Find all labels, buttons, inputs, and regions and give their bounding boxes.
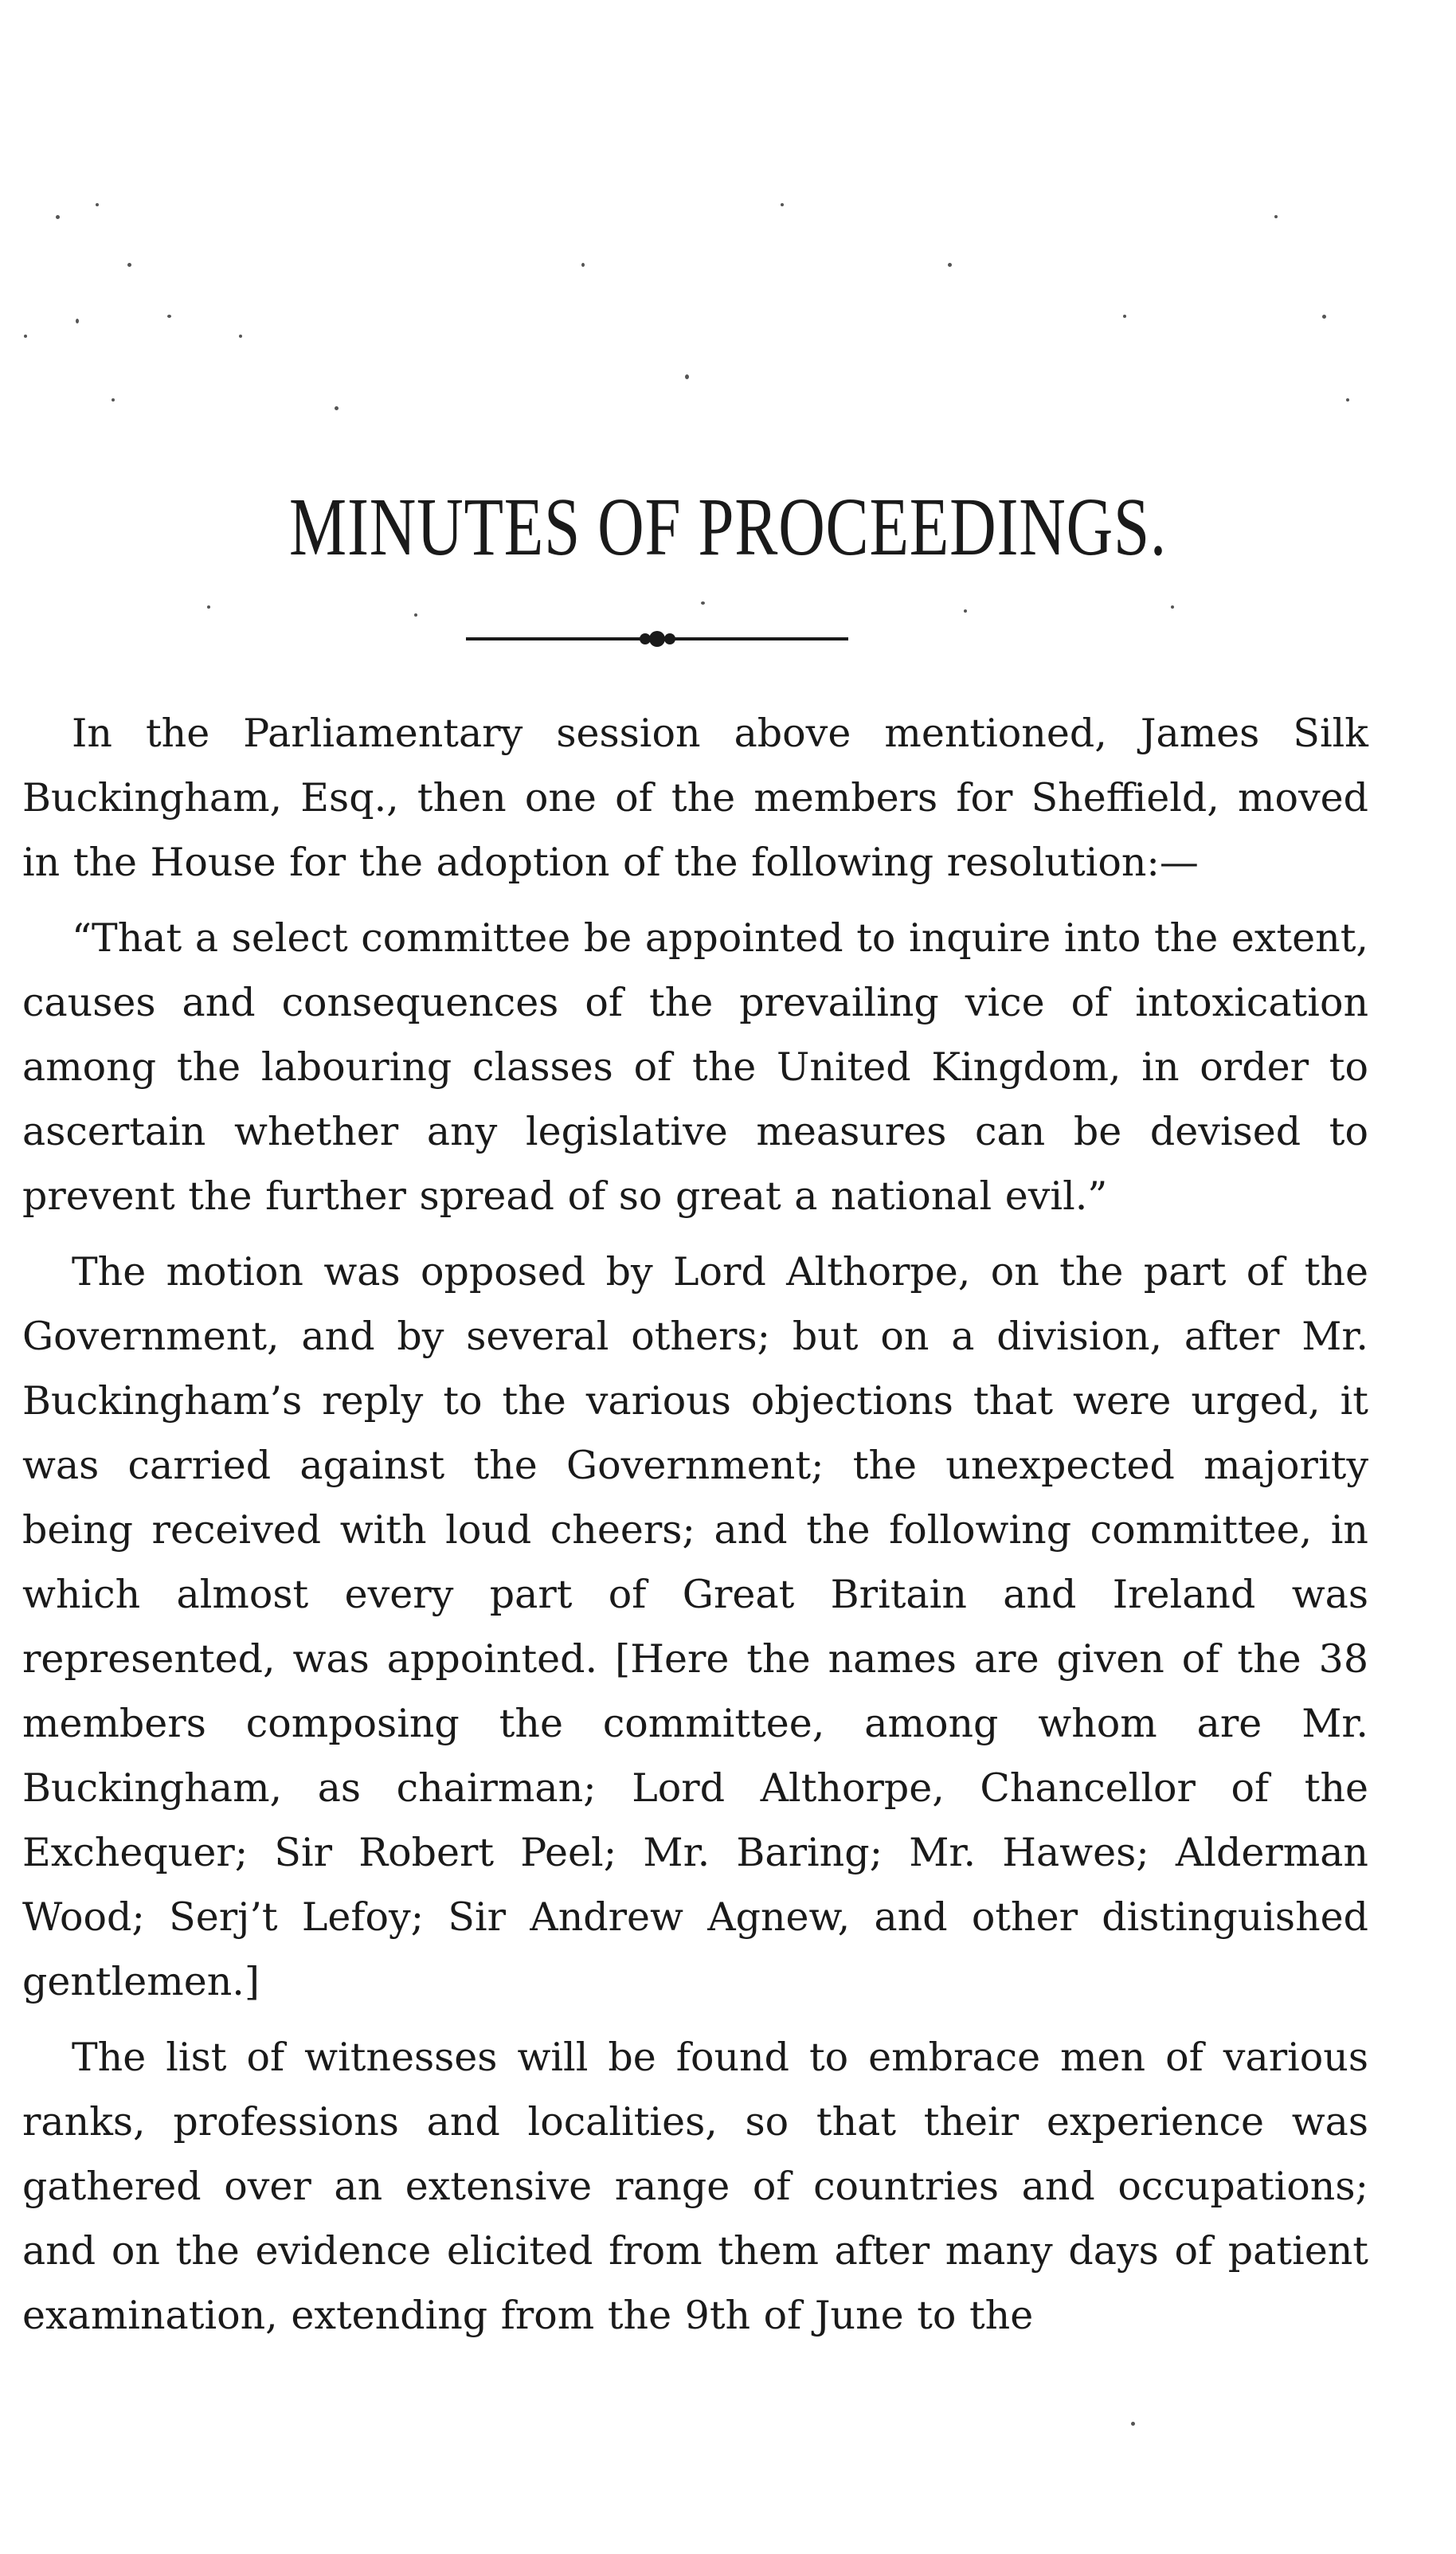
paragraph-resolution-quote: “That a select committee be appointed to inquire into the extent, causes and consequences of the prevailing vice of intoxication among the labouring classes of the United Kingdom, in order to ascertain whether any legislative measures can be devised to prevent the further spread of so great a national evil.” [22,915,1368,1219]
paragraph-motion: The motion was opposed by Lord Althorpe, on the part of the Government, and by several others; but on a division, after Mr. Buckingham’s reply to the various objections that were urged, it was carried against the Government; the unexpected majority being received with loud cheers; and the following committee, in which almost every part of Great Britain and Ireland was represented, was appointed. [Here the names are given of the 38 members composing the committee, among whom are Mr. Buckingham, as chairman; Lord Althorpe, Chancellor of the Exchequer; Sir Robert Peel; Mr. Baring; Mr. Hawes; Alderman Wood; Serj’t Lefoy; Sir Andrew Agnew, and other distinguished gentlemen.] [22,1249,1368,2004]
page-title: MINUTES OF PROCEEDINGS. [289,481,1167,573]
paragraph-witnesses: The list of witnesses will be found to embrace men of various ranks, professions and localities, so that their experience was gathered over an extensive range of countries and occupations; and on the evidence elicited from them after many days of patient examination, extending from the 9th of June to the [22,2035,1368,2338]
rule-ornament-icon [466,629,848,648]
body-text [22,701,1368,2359]
paragraph-resolution-intro: In the Parliamentary session above mentioned, James Silk Buckingham, Esq., then one of the members for Sheffield, moved in the House for the adoption of the following resolution:— [22,711,1368,885]
